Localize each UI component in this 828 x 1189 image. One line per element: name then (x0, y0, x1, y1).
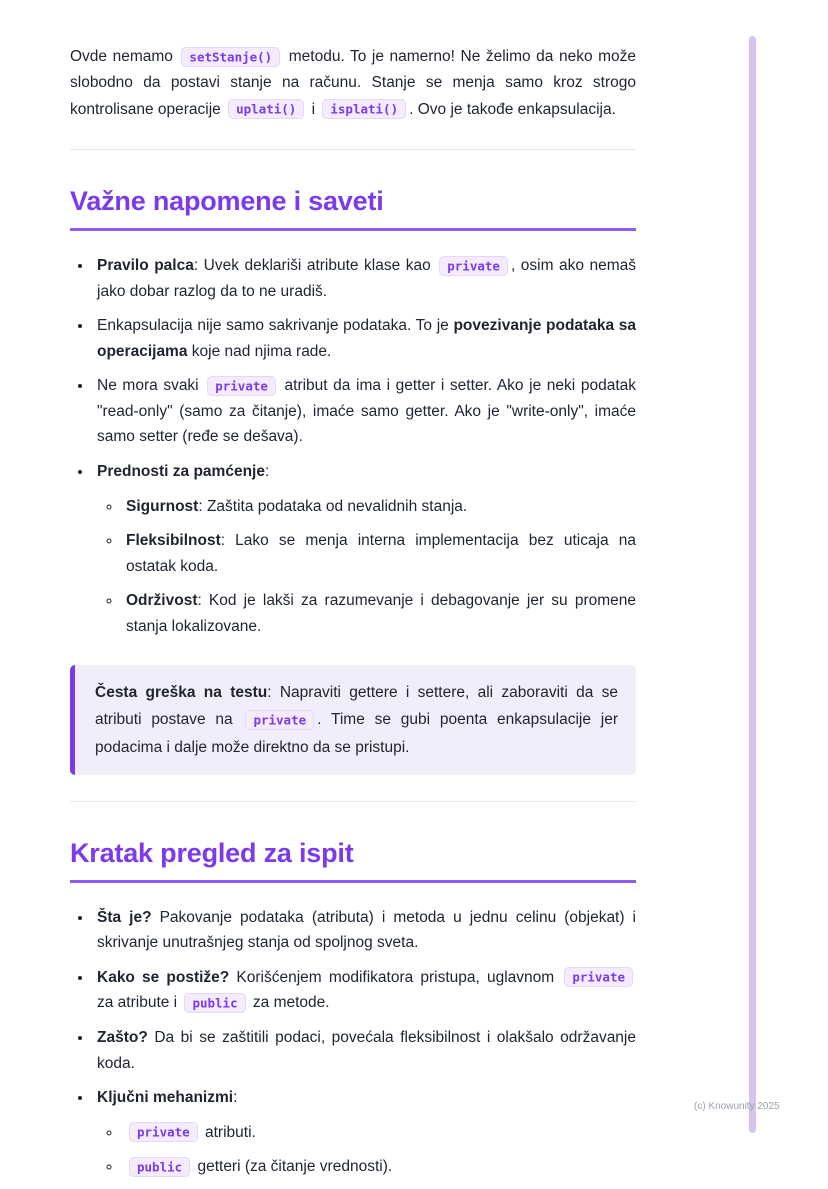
section2-list (70, 905, 636, 1180)
sub-list-item (122, 494, 636, 520)
section-divider (70, 801, 636, 802)
text-run: atributi. (200, 1123, 256, 1141)
text-run: Korišćenjem modifikatora pristupa, uglavnom (229, 968, 562, 986)
sub-list-item (122, 588, 636, 639)
text-run: za atribute i (97, 994, 182, 1012)
list-item (93, 459, 636, 639)
text-run: atribut da ima i getter i setter. Ako je neki podatak "read-only" (samo za čitanje), imaće samo getter. Ako je "write-only", imaće samo setter (ređe se dešava). (97, 377, 636, 446)
text-run: koje nad njima rade. (187, 342, 332, 360)
bold-text: Sigurnost (126, 497, 199, 515)
sub-list-item (122, 528, 636, 579)
sub-list-item (122, 1120, 636, 1146)
inline-code: private (129, 1122, 198, 1142)
section1-title: Važne napomene i saveti (70, 186, 636, 231)
scrollbar-thumb[interactable] (749, 36, 756, 1133)
list-item (93, 965, 636, 1016)
text-run: . Ovo je takođe enkapsulacija. (409, 100, 616, 118)
bold-text: Kako se postiže? (97, 968, 230, 986)
bold-text: Prednosti za pamćenje (97, 462, 265, 480)
list-item (93, 1085, 636, 1180)
inline-code: private (207, 376, 276, 396)
text-run: : Zaštita podataka od nevalidnih stanja. (198, 497, 468, 515)
section1-list (70, 253, 636, 639)
text-run: : Kod je lakši za razumevanje i debagovanje jer su promene stanja lokalizovane. (126, 592, 636, 635)
bold-text: Održivost (126, 592, 198, 610)
callout-text (95, 679, 618, 760)
text-run: Pakovanje podataka (atributa) i metoda u jednu celinu (objekat) i skrivanje unutrašnjeg stanja od spoljnog sveta. (97, 908, 637, 952)
bold-text: Pravilo palca (97, 257, 194, 275)
text-run: : (264, 462, 270, 480)
sub-list-item (122, 1154, 636, 1180)
text-run: metodu. To je namerno! Ne želimo da neko može slobodno da postavi stanje na računu. Stanje se menja samo kroz strogo kontrolisane operacije (70, 48, 636, 118)
intro-paragraph (70, 44, 636, 123)
inline-code: private (564, 967, 633, 987)
text-run: : (233, 1089, 238, 1107)
text-run: za metode. (248, 994, 330, 1012)
text-run: : Lako se menja interna implementacija bez uticaja na ostatak koda. (126, 532, 636, 575)
bold-text: Ključni mehanizmi (97, 1089, 234, 1107)
text-run: , osim ako nemaš jako dobar razlog da to ne uradiš. (97, 257, 637, 300)
copyright-footer: (c) Knowunity 2025 (694, 1101, 780, 1112)
bold-text: Česta greška na testu (95, 684, 268, 702)
text-run: Ne mora svaki (97, 377, 205, 395)
text-run: Ovde nemamo (70, 48, 179, 65)
list-item (93, 373, 636, 450)
section2-title: Kratak pregled za ispit (70, 838, 636, 883)
text-run: getteri (za čitanje vrednosti). (193, 1158, 393, 1176)
inline-code: public (184, 993, 245, 1013)
callout-box (70, 665, 636, 774)
inline-code: private (439, 256, 508, 276)
bold-text: povezivanje podataka sa operacijama (97, 317, 636, 360)
sub-list (97, 494, 636, 640)
text-run: Da bi se zaštitili podaci, povećala fleksibilnost i olakšalo održavanje koda. (97, 1028, 636, 1072)
inline-code: public (129, 1157, 190, 1177)
section-divider (70, 149, 636, 150)
document-content (70, 44, 636, 1189)
inline-code: isplati() (322, 99, 406, 119)
text-run: : Uvek deklariši atribute klase kao (193, 257, 437, 275)
text-run: . Time se gubi poenta enkapsulacije jer podacima i dalje može direktno da se pristupi. (95, 711, 618, 756)
list-item (93, 1025, 636, 1076)
list-item (93, 905, 636, 956)
list-item (93, 313, 636, 364)
bold-text: Šta je? (97, 908, 152, 926)
text-run: i (307, 100, 320, 118)
list-item (93, 253, 636, 304)
text-run: : Napraviti gettere i settere, ali zaboraviti da se atributi postave na (95, 684, 618, 729)
inline-code: private (245, 710, 314, 730)
inline-code: uplati() (228, 99, 304, 119)
inline-code: setStanje() (181, 47, 280, 67)
text-run: Enkapsulacija nije samo sakrivanje podataka. To je (97, 317, 454, 335)
bold-text: Fleksibilnost (126, 532, 221, 550)
bold-text: Zašto? (97, 1028, 148, 1046)
